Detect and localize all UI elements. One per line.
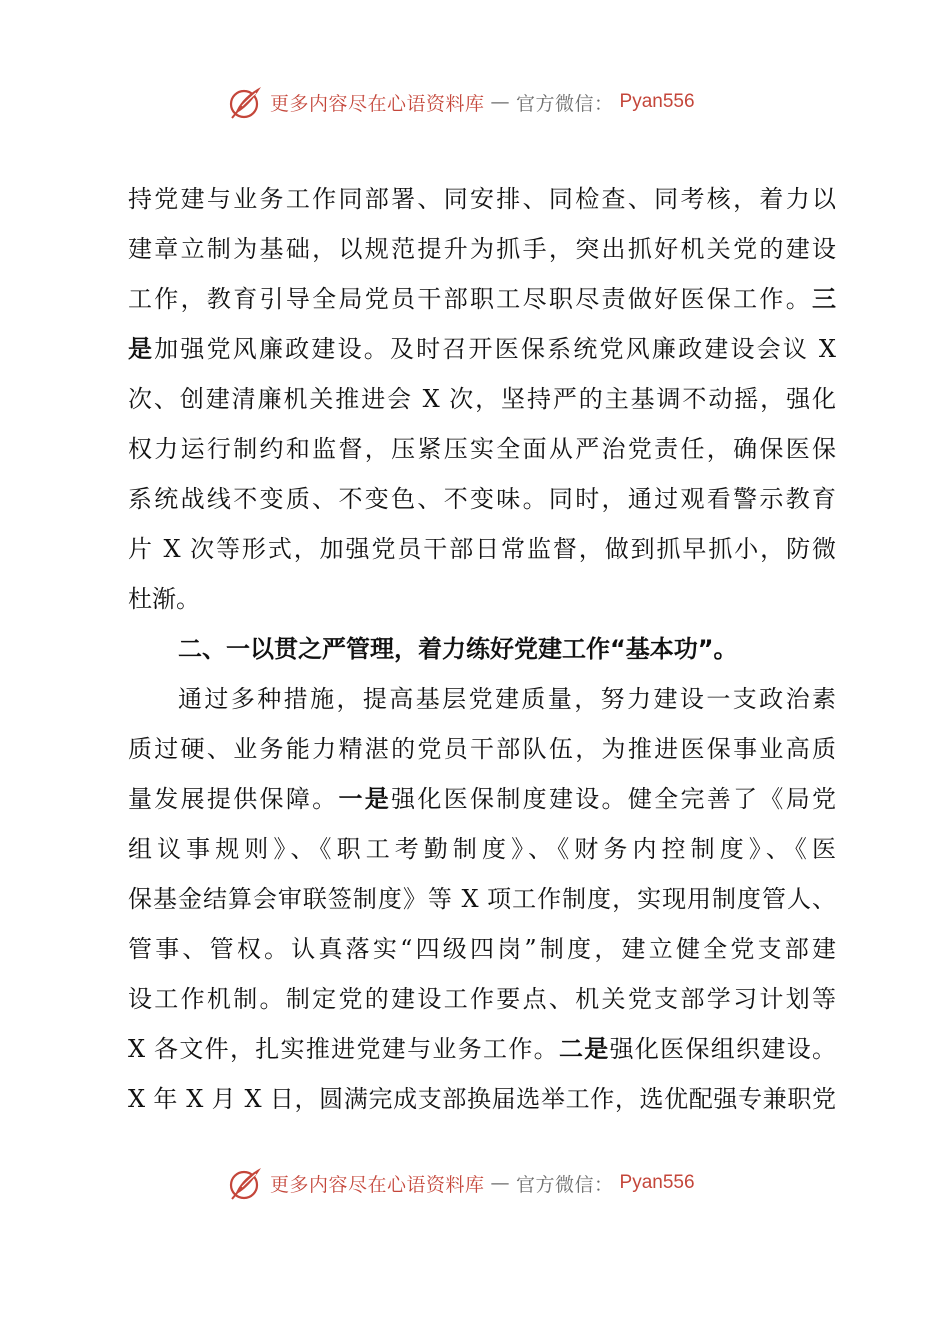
body-line-text: 工作，教育引导全局党员干部职工尽职尽责做好医保工作。: [128, 285, 812, 313]
banner-separator: —: [490, 1172, 511, 1194]
footer-watermark-banner: [228, 1163, 748, 1203]
body-line: [128, 274, 836, 324]
section-line-text: 强化医保制度建设。健全完善了《局党: [391, 785, 836, 813]
section-line-text: 强化医保组织建设。: [609, 1035, 836, 1063]
section-line-text: 量发展提供保障。: [128, 785, 339, 813]
bold-marker: 二是: [558, 1035, 610, 1063]
section-line: 组议事规则》、《职工考勤制度》、《财务内控制度》、《医: [128, 835, 836, 863]
section-line: 保基金结算会审联签制度》等 X 项工作制度，实现用制度管人、: [128, 885, 836, 913]
section-heading: 二、一以贯之严管理，着力练好党建工作“基本功”。: [178, 635, 738, 663]
section-line: X 年 X 月 X 日，圆满完成支部换届选举工作，选优配强专兼职党: [128, 1085, 836, 1113]
body-line: 持党建与业务工作同部署、同安排、同检查、同考核，着力以: [128, 185, 836, 213]
body-line: 系统战线不变质、不变色、不变味。同时，通过观看警示教育: [128, 485, 836, 513]
section-line: 通过多种措施，提高基层党建质量，努力建设一支政治素: [178, 685, 836, 713]
banner-main-text: 更多内容尽在心语资料库: [270, 1173, 485, 1196]
header-watermark-banner: [228, 82, 748, 122]
banner-wechat-id: Pyan556: [619, 91, 695, 112]
body-line: 建章立制为基础，以规范提升为抓手，突出抓好机关党的建设: [128, 235, 836, 263]
bold-marker: 三: [812, 285, 836, 313]
body-line: 片 X 次等形式，加强党员干部日常监督，做到抓早抓小，防微: [128, 535, 836, 563]
body-line: 权力运行制约和监督，压紧压实全面从严治党责任，确保医保: [128, 435, 836, 463]
body-line: 杜渐。: [128, 585, 200, 613]
bold-marker: 是: [128, 335, 155, 363]
section-line: [128, 1024, 836, 1074]
bold-marker: 一是: [338, 785, 392, 813]
body-line: [128, 324, 836, 374]
quill-logo-icon: [228, 84, 264, 120]
section-line-text: X 各文件，扎实推进党建与业务工作。: [128, 1035, 559, 1063]
banner-separator: —: [490, 91, 511, 113]
section-line: 管事、管权。认真落实“四级四岗”制度，建立健全党支部建: [128, 935, 836, 963]
banner-main-text: 更多内容尽在心语资料库: [270, 92, 485, 115]
document-body: [128, 174, 836, 1124]
section-line: 质过硬、业务能力精湛的党员干部队伍，为推进医保事业高质: [128, 735, 836, 763]
banner-wechat-label: 官方微信：: [516, 92, 614, 115]
quill-logo-icon: [228, 1165, 264, 1201]
section-line: 设工作机制。制定党的建设工作要点、机关党支部学习计划等: [128, 985, 836, 1013]
banner-wechat-label: 官方微信：: [516, 1173, 614, 1196]
body-line: 次、创建清廉机关推进会 X 次，坚持严的主基调不动摇，强化: [128, 385, 836, 413]
body-line-text: 加强党风廉政建设。及时召开医保系统党风廉政建设会议 X: [154, 335, 836, 363]
section-line: [128, 774, 836, 824]
banner-wechat-id: Pyan556: [619, 1172, 695, 1193]
